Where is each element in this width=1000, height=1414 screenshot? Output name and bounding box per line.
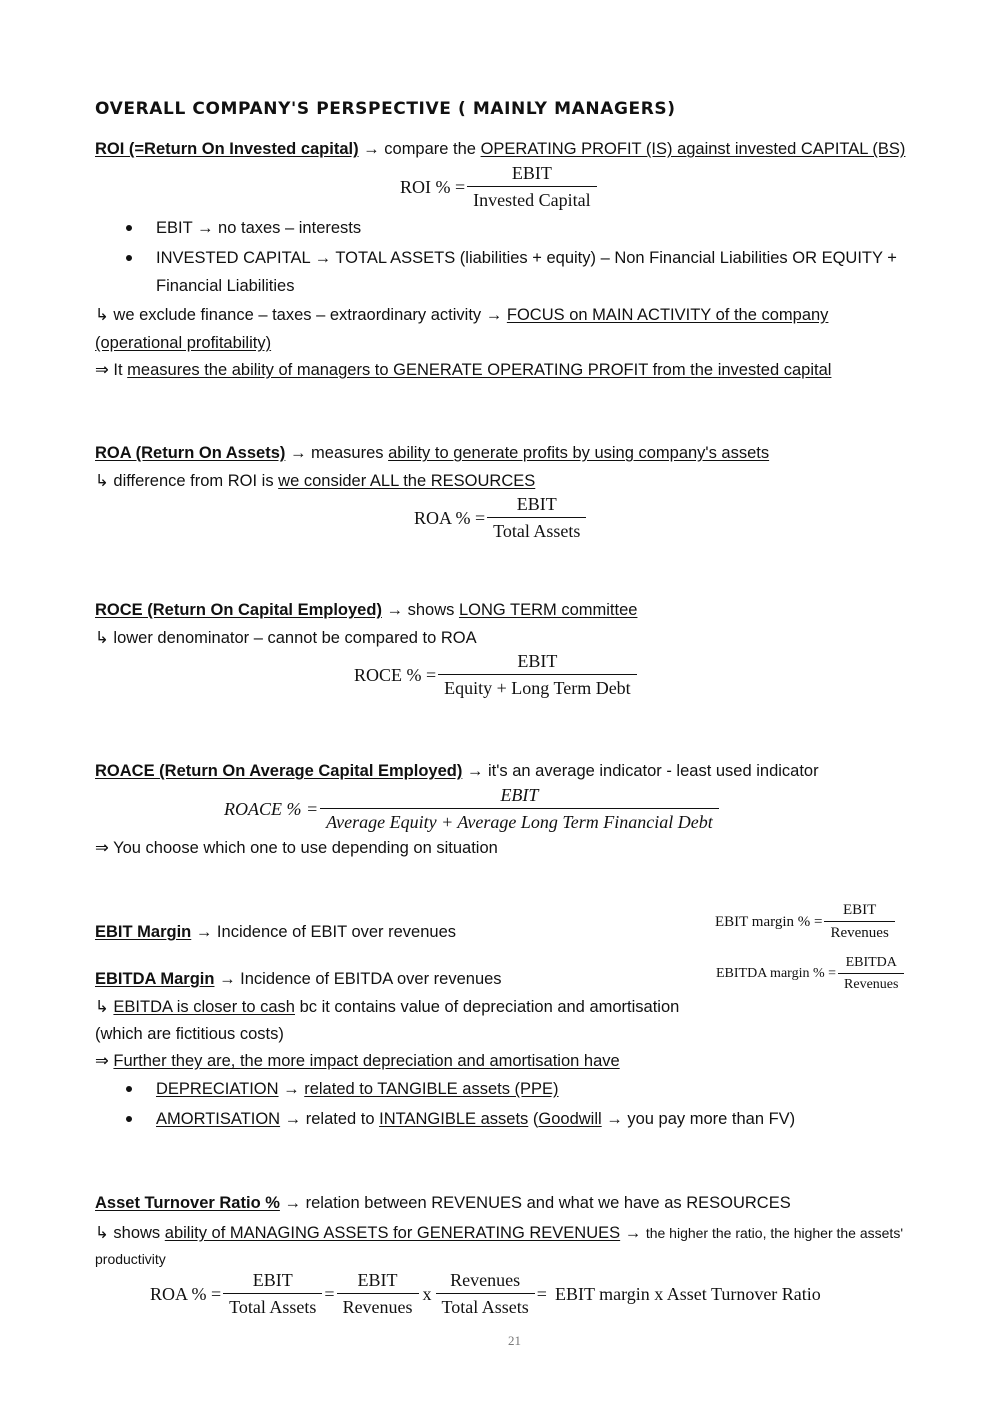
ebitda-note2-arrow: ⇒	[95, 1052, 114, 1070]
ebit-margin-formula	[715, 902, 897, 942]
ebit-margin-formula-lhs: EBIT margin % =	[715, 913, 823, 930]
roa-formula	[414, 494, 588, 542]
ebitda-margin-heading: EBITDA Margin	[95, 970, 215, 988]
roi-formula-den: Invested Capital	[467, 186, 596, 211]
asset-turnover-note-small: the higher the ratio, the higher the assets'	[645, 1225, 903, 1241]
roa-arrow-text: → measures	[285, 444, 389, 462]
page-title: OVERALL COMPANY'S PERSPECTIVE ( MAINLY MANAGERS)	[95, 99, 676, 119]
ebitda-note2-text: Further they are, the more impact depreciation and amortisation have	[113, 1052, 620, 1070]
roce-desc: LONG TERM committee	[458, 601, 638, 619]
roace-formula-den: Average Equity + Average Long Term Financial Debt	[320, 808, 719, 833]
roce-heading: ROCE (Return On Capital Employed)	[95, 601, 382, 619]
ebitda-margin-line	[95, 969, 502, 989]
asset-turnover-note-cont: productivity	[95, 1251, 166, 1267]
roace-heading: ROACE (Return On Average Capital Employed)	[95, 762, 463, 780]
at-times: x	[422, 1283, 432, 1304]
ebit-margin-line	[95, 922, 456, 942]
roa-formula-num: EBIT	[516, 494, 557, 514]
roi-note1-focus: FOCUS on MAIN ACTIVITY of the company	[506, 306, 829, 324]
roi-heading-line	[95, 139, 905, 159]
amortisation-fv: → you pay more than FV)	[601, 1110, 796, 1128]
ebitda-bullet-amortisation	[156, 1109, 795, 1129]
ebitda-margin-formula-lhs: EBITDA margin % =	[716, 966, 837, 981]
ebitda-margin-formula-num: EBITDA	[845, 955, 897, 970]
amortisation-intangible: INTANGIBLE assets	[379, 1110, 529, 1128]
roa-heading-line	[95, 443, 769, 463]
roi-heading: ROI (=Return On Invested capital)	[95, 140, 359, 158]
ebitda-note1-text: bc it contains value of depreciation and amortisation	[295, 998, 680, 1016]
roi-bullet-invested-cont: Financial Liabilities	[156, 277, 295, 295]
roace-heading-line	[95, 761, 819, 781]
ebitda-note1-cont: (which are fictitious costs)	[95, 1025, 284, 1043]
roa-heading: ROA (Return On Assets)	[95, 444, 286, 462]
asset-turnover-note-ability: ability of MANAGING ASSETS for GENERATING REVENUES	[164, 1224, 621, 1242]
asset-turnover-line	[95, 1193, 791, 1213]
roi-note2-text: ⇒ It	[95, 361, 128, 379]
roa-note-resources: we consider ALL the RESOURCES	[278, 472, 536, 490]
roi-note1	[95, 305, 828, 325]
roi-formula-lhs: ROI % =	[400, 176, 466, 197]
ebit-margin-formula-num: EBIT	[842, 902, 877, 918]
roce-formula-den: Equity + Long Term Debt	[438, 674, 637, 699]
roace-note: ⇒ You choose which one to use depending on situation	[95, 839, 498, 857]
asset-turnover-note-pre: ↳ shows	[95, 1224, 165, 1242]
ebitda-note1-closer: EBITDA is closer to cash	[113, 998, 295, 1016]
asset-turnover-formula	[150, 1270, 821, 1318]
roa-note-text: ↳ difference from ROI is	[95, 472, 279, 490]
amortisation-goodwill: Goodwill	[538, 1110, 602, 1128]
roce-formula-lhs: ROCE % =	[354, 664, 437, 685]
at-f2-den: Revenues	[337, 1293, 419, 1318]
roi-note2	[95, 360, 831, 380]
bullet-dot	[126, 1086, 132, 1092]
bullet-dot	[126, 255, 132, 261]
roi-bullet-ebit: EBIT → no taxes – interests	[156, 219, 362, 237]
amortisation-arrow: → related to	[280, 1110, 380, 1128]
roa-formula-lhs: ROA % =	[414, 507, 486, 528]
at-eq: =	[324, 1283, 335, 1304]
roa-formula-den: Total Assets	[487, 517, 586, 542]
roi-note1-cont	[95, 333, 271, 353]
roi-note2-measures: measures the ability of managers to GENERATE OPERATING PROFIT from the invested capital	[127, 361, 832, 379]
roi-note1-operational: (operational profitability)	[95, 334, 272, 352]
at-eq2: =	[536, 1283, 547, 1304]
asset-turnover-heading: Asset Turnover Ratio %	[95, 1194, 280, 1212]
roce-arrow-text: → shows	[381, 601, 459, 619]
asset-turnover-note	[95, 1223, 903, 1243]
ebitda-note1-arrow: ↳	[95, 998, 114, 1016]
at-f2-num: EBIT	[357, 1270, 398, 1290]
asset-turnover-note-arrow: →	[620, 1224, 646, 1242]
depreciation-desc: related to TANGIBLE assets (PPE)	[304, 1080, 559, 1098]
roce-note: ↳ lower denominator – cannot be compared to ROA	[95, 629, 477, 647]
ebitda-margin-formula-den: Revenues	[838, 973, 904, 993]
amortisation-term: AMORTISATION	[156, 1110, 281, 1128]
roace-arrow-text: → it's an average indicator - least used indicator	[462, 762, 819, 780]
bullet-dot	[126, 1116, 132, 1122]
roa-note	[95, 471, 535, 491]
bullet-dot	[126, 225, 132, 231]
roi-bullet-invested: INVESTED CAPITAL → TOTAL ASSETS (liabilities + equity) – Non Financial Liabilities OR EQUITY +	[156, 249, 897, 267]
depreciation-term: DEPRECIATION	[156, 1080, 279, 1098]
roi-formula-num: EBIT	[511, 163, 552, 183]
ebitda-bullet-depreciation	[156, 1079, 559, 1099]
at-formula-lhs: ROA % =	[150, 1283, 222, 1304]
at-f3-den: Total Assets	[436, 1293, 535, 1318]
roa-desc: ability to generate profits by using company's assets	[388, 444, 770, 462]
roi-formula	[400, 163, 599, 211]
roce-formula	[354, 651, 639, 699]
at-f3-num: Revenues	[450, 1270, 521, 1290]
amortisation-paren: (	[528, 1110, 539, 1128]
depreciation-arrow: →	[278, 1080, 305, 1098]
ebit-margin-heading: EBIT Margin	[95, 923, 192, 941]
asset-turnover-desc: → relation between REVENUES and what we have as RESOURCES	[279, 1194, 791, 1212]
ebitda-margin-desc: → Incidence of EBITDA over revenues	[214, 970, 502, 988]
ebitda-note2	[95, 1051, 620, 1071]
ebit-margin-formula-den: Revenues	[824, 921, 894, 942]
roce-formula-num: EBIT	[517, 651, 558, 671]
roace-formula-num: EBIT	[500, 785, 539, 805]
at-f1-den: Total Assets	[223, 1293, 322, 1318]
ebitda-margin-formula	[716, 955, 906, 993]
page-number: 21	[508, 1333, 521, 1348]
roi-compare: OPERATING PROFIT (IS) against invested CAPITAL (BS)	[480, 140, 906, 158]
roi-arrow-text: → compare the	[358, 140, 481, 158]
ebit-margin-desc: → Incidence of EBIT over revenues	[191, 923, 457, 941]
ebitda-note1	[95, 997, 679, 1017]
roace-formula	[224, 785, 721, 833]
at-rhs: EBIT margin x Asset Turnover Ratio	[554, 1283, 821, 1304]
roace-formula-lhs: ROACE % =	[224, 798, 319, 819]
roi-note1-text: ↳ we exclude finance – taxes – extraordinary activity →	[95, 306, 507, 324]
at-f1-num: EBIT	[252, 1270, 293, 1290]
roce-heading-line	[95, 600, 637, 620]
